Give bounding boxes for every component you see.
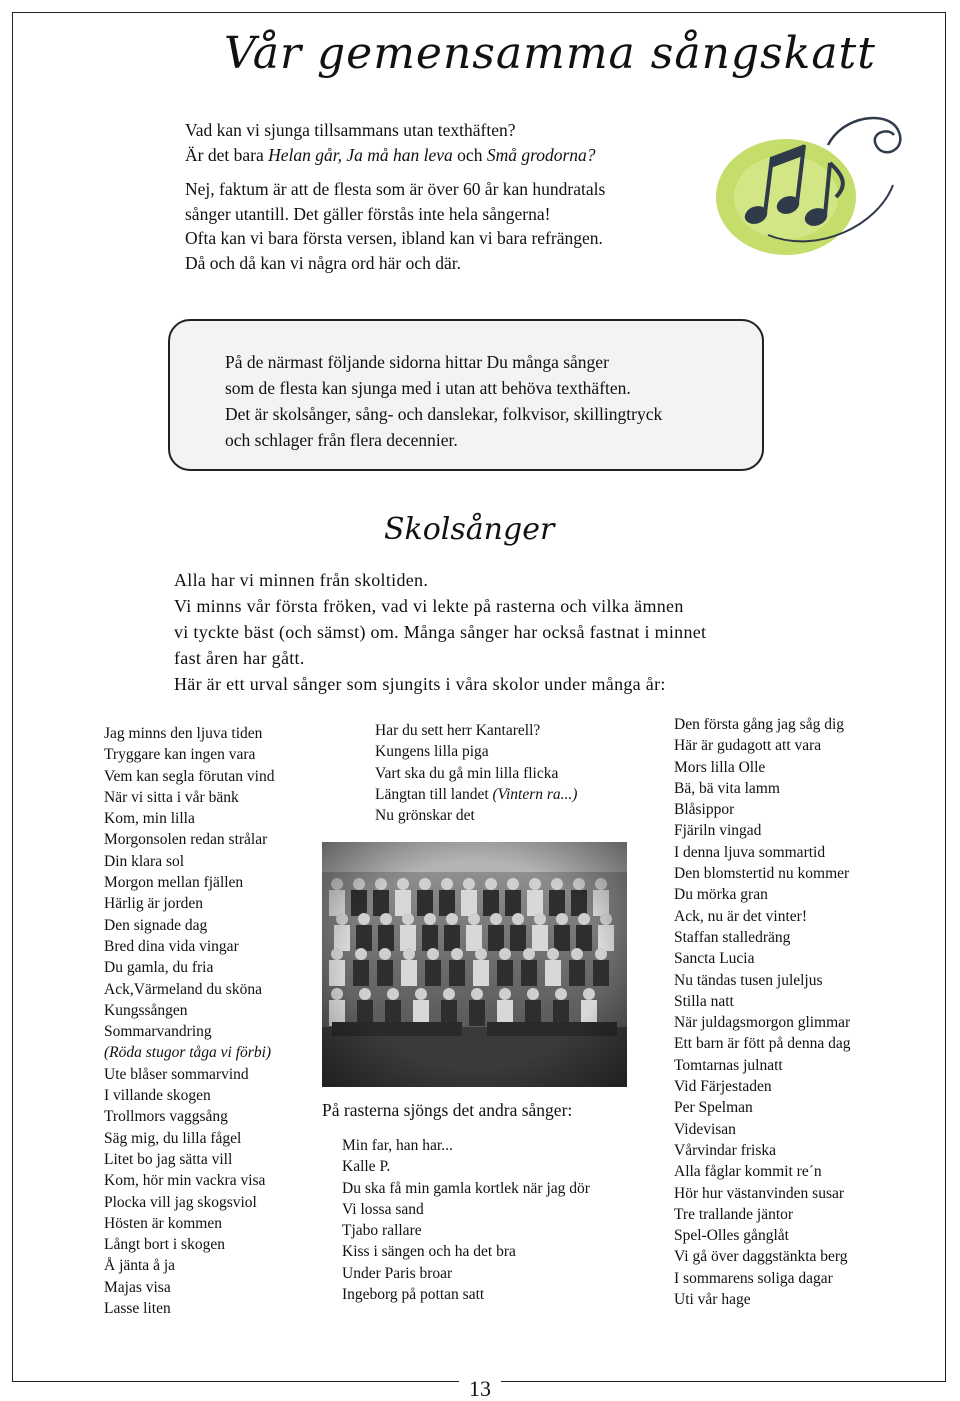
song-item: Per Spelman xyxy=(674,1099,753,1117)
song-item: Säg mig, du lilla fågel xyxy=(104,1129,242,1147)
school-intro-line: Här är ett urval sånger som sjungits i våra skolor under många år: xyxy=(174,674,666,694)
song-item: Alla fåglar kommit re´n xyxy=(674,1163,822,1181)
song-item: Kiss i sängen och ha det bra xyxy=(342,1243,516,1261)
info-callout xyxy=(168,319,764,471)
song-item: Lasse liten xyxy=(104,1300,171,1318)
song-item: Jag minns den ljuva tiden xyxy=(104,725,263,742)
song-item: Trollmors vaggsång xyxy=(104,1108,228,1126)
song-item: Kom, min lilla xyxy=(104,810,195,828)
intro-line: Vad kan vi sjunga tillsammans utan texthäften? xyxy=(185,120,516,140)
song-item: Tryggare kan ingen vara xyxy=(104,746,256,764)
song-item: Vem kan segla förutan vind xyxy=(104,767,275,785)
song-item: Mors lilla Olle xyxy=(674,758,766,776)
song-item: Tjabo rallare xyxy=(342,1222,422,1240)
song-item: Vid Färjestaden xyxy=(674,1078,772,1096)
song-item: Hösten är kommen xyxy=(104,1214,222,1232)
school-intro xyxy=(174,567,774,697)
song-item: Tomtarnas julnatt xyxy=(674,1056,783,1074)
song-item: Uti vår hage xyxy=(674,1291,751,1309)
school-intro-line: Vi minns vår första fröken, vad vi lekte på rasterna och vilka ämnen xyxy=(174,596,684,616)
song-item: Litet bo jag sätta vill xyxy=(104,1150,233,1168)
song-item: I denna ljuva sommartid xyxy=(674,843,826,861)
callout-line: som de flesta kan sjunga med i utan att behöva texthäften. xyxy=(225,378,631,398)
song-item: Staffan stalledräng xyxy=(674,928,791,946)
school-intro-line: Alla har vi minnen från skoltiden. xyxy=(174,570,429,590)
song-item: Tre trallande jäntor xyxy=(674,1205,794,1223)
song-item: Den första gång jag såg dig xyxy=(674,716,845,733)
callout-line: På de närmast följande sidorna hittar Du många sånger xyxy=(225,352,609,372)
song-item: I sommarens soliga dagar xyxy=(674,1269,833,1287)
song-list-middle xyxy=(375,720,577,826)
song-item: Din klara sol xyxy=(104,852,185,870)
song-item: Du gamla, du fria xyxy=(104,959,214,977)
intro-text xyxy=(185,118,725,275)
song-item: Majas visa xyxy=(104,1278,171,1296)
song-item: Vi lossa sand xyxy=(342,1200,424,1218)
song-item: Kalle P. xyxy=(342,1158,391,1176)
song-item: Härlig är jorden xyxy=(104,895,203,913)
song-list-right xyxy=(674,714,850,1310)
page-number: 13 xyxy=(0,1370,960,1396)
song-item: Ute blåser sommarvind xyxy=(104,1065,249,1083)
song-item: Ack, nu är det vinter! xyxy=(674,907,807,925)
intro-line: sånger utantill. Det gäller förstås inte hela sångerna! xyxy=(185,203,551,224)
song-item: Blåsippor xyxy=(674,801,735,819)
song-item: (Röda stugor tåga vi förbi) xyxy=(104,1044,272,1062)
intro-line: Då och då kan vi några ord här och där. xyxy=(185,252,462,273)
song-item: Morgon mellan fjällen xyxy=(104,874,244,892)
intro-line: Är det bara Helan går, Ja må han leva och Små grodorna? xyxy=(185,144,596,165)
recess-song-list xyxy=(342,1135,590,1305)
intro-line: Ofta kan vi bara första versen, ibland kan vi bara refrängen. xyxy=(185,228,603,248)
song-item: Sommarvandring xyxy=(104,1023,212,1041)
song-item: Bä, bä vita lamm xyxy=(674,779,780,797)
song-item: Här är gudagott att vara xyxy=(674,737,822,755)
song-item: Morgonsolen redan strålar xyxy=(104,831,268,849)
song-item: Den blomstertid nu kommer xyxy=(674,865,850,883)
callout-line: och schlager från flera decennier. xyxy=(225,430,458,450)
song-item: Ack,Värmeland du sköna xyxy=(104,980,262,998)
song-item: Kungens lilla piga xyxy=(375,743,489,761)
school-class-photo xyxy=(322,842,627,1087)
song-item: Ett barn är fött på denna dag xyxy=(674,1035,851,1053)
song-item: Nu grönskar det xyxy=(375,807,475,825)
song-item: Plocka vill jag skogsviol xyxy=(104,1193,257,1211)
school-intro-line: vi tyckte bäst (och sämst) om. Många sånger har också fastnat i minnet xyxy=(174,622,707,642)
song-item: Å jänta å ja xyxy=(104,1257,176,1275)
page-title: Vår gemensamma sångskatt xyxy=(224,28,876,79)
song-item: Har du sett herr Kantarell? xyxy=(375,722,541,739)
song-item: Du ska få min gamla kortlek när jag dör xyxy=(342,1179,590,1197)
intro-line: Nej, faktum är att de flesta som är över 60 år kan hundratals xyxy=(185,179,606,199)
song-item: Kungssången xyxy=(104,1001,188,1019)
song-item: Kom, hör min vackra visa xyxy=(104,1172,266,1190)
song-item: När vi sitta i vår bänk xyxy=(104,788,239,806)
song-item: Nu tändas tusen juleljus xyxy=(674,971,823,989)
song-item: Långt bort i skogen xyxy=(104,1236,225,1254)
section-heading: Skolsånger xyxy=(384,512,555,547)
song-item: Fjäriln vingad xyxy=(674,822,762,840)
song-item: Längtan till landet (Vintern ra...) xyxy=(375,785,578,803)
song-item: Den signade dag xyxy=(104,916,208,934)
song-item: När juldagsmorgon glimmar xyxy=(674,1014,851,1032)
music-notes-icon xyxy=(708,105,928,265)
song-item: Sancta Lucia xyxy=(674,950,755,968)
song-item: Under Paris broar xyxy=(342,1264,453,1282)
song-item: Du mörka gran xyxy=(674,886,768,904)
song-item: Vart ska du gå min lilla flicka xyxy=(375,764,559,782)
song-item: Min far, han har... xyxy=(342,1137,453,1154)
song-item: Ingeborg på pottan satt xyxy=(342,1286,485,1304)
song-list-left xyxy=(104,723,274,1319)
recess-heading: På rasterna sjöngs det andra sånger: xyxy=(322,1100,573,1120)
song-item: I villande skogen xyxy=(104,1087,211,1105)
song-item: Vi gå över daggstänkta berg xyxy=(674,1248,848,1266)
callout-line: Det är skolsånger, sång- och danslekar, folkvisor, skillingtryck xyxy=(225,404,663,424)
song-item: Spel-Olles gånglåt xyxy=(674,1227,789,1245)
song-item: Bred dina vida vingar xyxy=(104,937,239,955)
song-item: Videvisan xyxy=(674,1120,736,1138)
song-item: Stilla natt xyxy=(674,992,734,1010)
song-item: Vårvindar friska xyxy=(674,1141,776,1159)
song-item: Hör hur västanvinden susar xyxy=(674,1184,845,1202)
school-intro-line: fast åren har gått. xyxy=(174,648,305,668)
